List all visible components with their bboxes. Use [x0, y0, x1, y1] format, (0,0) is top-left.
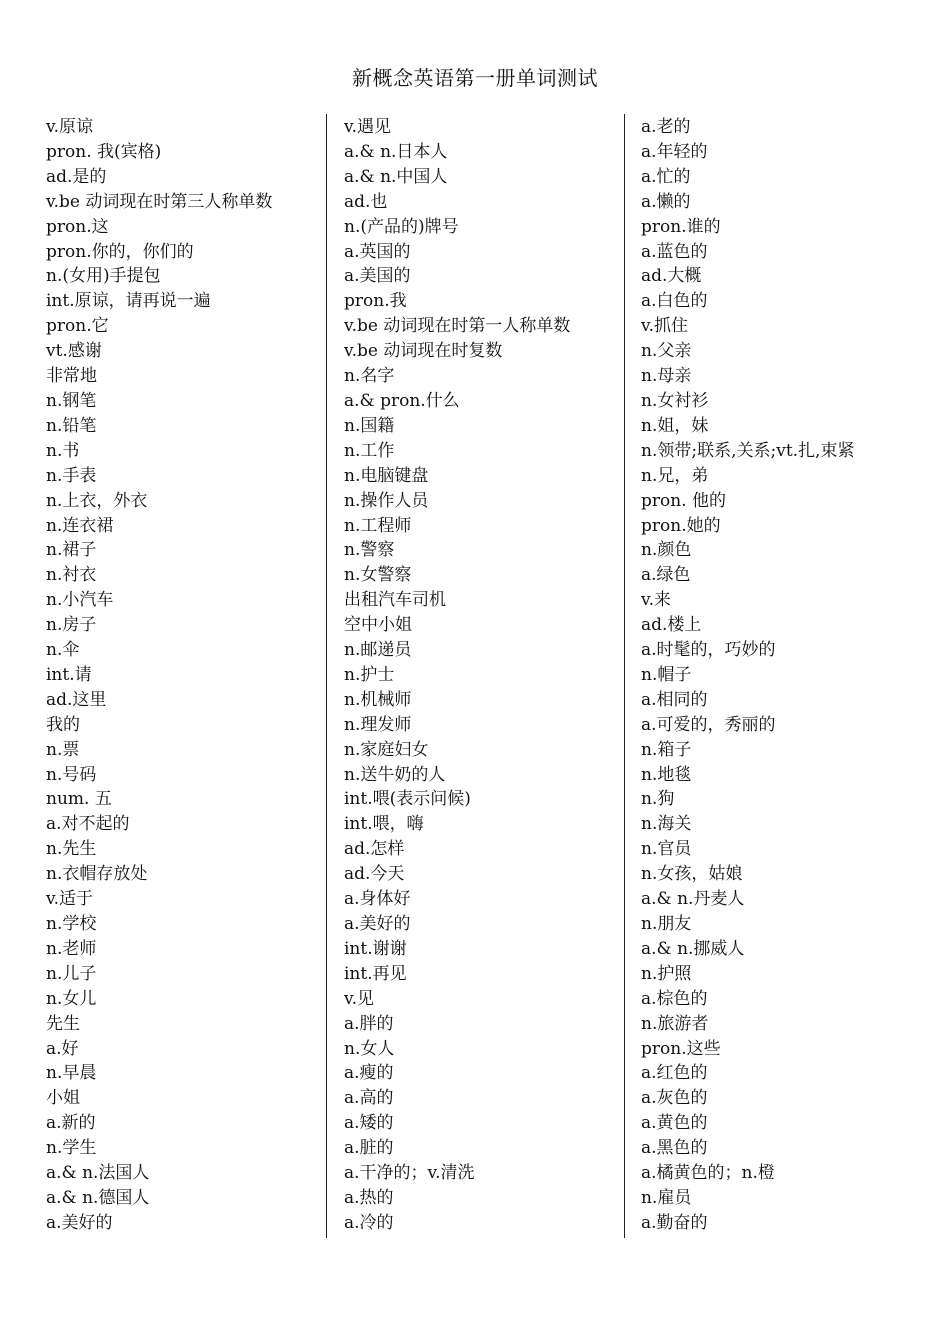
- vocab-entry: 我的: [46, 714, 80, 735]
- vocab-entry: pron.它: [46, 316, 109, 337]
- vocab-entry: a.时髦的，巧妙的: [641, 640, 776, 661]
- vocab-entry: n.兄，弟: [641, 465, 709, 486]
- vocab-entry: n.父亲: [641, 341, 692, 362]
- vocab-entry: n.家庭妇女: [344, 739, 429, 760]
- vocab-entry: 小姐: [46, 1088, 80, 1109]
- vocab-entry: n.工作: [344, 440, 395, 461]
- vocab-entry: a.好: [46, 1038, 79, 1059]
- vocab-entry: int.喂(表示问候): [344, 789, 471, 810]
- document-title: 新概念英语第一册单词测试: [352, 66, 598, 90]
- vocab-entry: v.见: [344, 988, 374, 1009]
- vocab-entry: a.美好的: [344, 914, 411, 934]
- vocab-entry: n.(女用)手提包: [46, 266, 161, 287]
- vocab-entry: a.相同的: [641, 689, 708, 710]
- vocab-entry: a.黑色的: [641, 1138, 708, 1159]
- vocab-entry: vt.感谢: [46, 341, 102, 362]
- vocab-entry: n.名字: [344, 366, 395, 387]
- vocab-entry: a.蓝色的: [641, 241, 708, 262]
- vocab-entry: pron.这些: [641, 1038, 721, 1059]
- vocab-entry: ad.这里: [46, 689, 107, 710]
- vocab-entry: ad.是的: [46, 166, 107, 187]
- vocab-entry: a.绿色: [641, 565, 691, 586]
- vocab-entry: ad.也: [344, 191, 388, 212]
- vocab-entry: a.棕色的: [641, 988, 708, 1009]
- vocab-entry: a.高的: [344, 1088, 394, 1109]
- vocab-entry: a.勤奋的: [641, 1212, 708, 1233]
- vocab-entry: a.黄色的: [641, 1113, 708, 1134]
- vocab-entry: n.钢笔: [46, 390, 97, 411]
- vocab-entry: n.箱子: [641, 739, 692, 760]
- vocab-entry: a.矮的: [344, 1113, 394, 1134]
- vocab-entry: n.朋友: [641, 914, 692, 934]
- vocab-entry: ad.大概: [641, 266, 702, 287]
- vocab-entry: n.颜色: [641, 540, 692, 561]
- vocab-entry: a.对不起的: [46, 814, 130, 835]
- vocab-entry: int.原谅，请再说一遍: [46, 291, 211, 312]
- vocab-entry: a.可爱的，秀丽的: [641, 714, 776, 735]
- vocab-entry: a.红色的: [641, 1063, 708, 1084]
- vocab-entry: a.& n.丹麦人: [641, 889, 745, 910]
- vocab-entry: n.理发师: [344, 714, 412, 735]
- vocab-entry: n.女孩，姑娘: [641, 864, 743, 885]
- vocab-column-2: [344, 115, 614, 1236]
- vocab-entry: n.伞: [46, 640, 80, 661]
- vocab-entry: n.姐，妹: [641, 415, 709, 436]
- vocab-entry: n.电脑键盘: [344, 465, 429, 486]
- vocab-entry: n.衬衣: [46, 565, 97, 586]
- vocab-entry: n.雇员: [641, 1187, 692, 1208]
- vocab-entry: a.忙的: [641, 166, 691, 187]
- vocab-entry: a.橘黄色的；n.橙: [641, 1163, 775, 1184]
- vocab-entry: n.帽子: [641, 664, 692, 685]
- vocab-entry: a.& n.日本人: [344, 141, 448, 162]
- vocab-entry: n.狗: [641, 789, 675, 810]
- vocab-entry: a.老的: [641, 117, 691, 137]
- vocab-entry: a.脏的: [344, 1138, 394, 1159]
- vocab-entry: n.连衣裙: [46, 515, 114, 536]
- vocab-entry: v.适于: [46, 889, 93, 910]
- vocab-entry: n.女警察: [344, 565, 412, 586]
- vocab-entry: 先生: [46, 1013, 80, 1034]
- vocab-entry: v.来: [641, 590, 671, 611]
- vocab-entry: n.手表: [46, 465, 97, 486]
- vocab-entry: pron.这: [46, 216, 109, 237]
- vocab-entry: int.谢谢: [344, 938, 407, 959]
- vocab-entry: a.& n.法国人: [46, 1163, 150, 1184]
- vocab-entry: a.美国的: [344, 266, 411, 287]
- vocab-entry: a.& n.德国人: [46, 1187, 150, 1208]
- vocab-entry: n.护照: [641, 963, 692, 984]
- vocab-entry: v.遇见: [344, 117, 391, 137]
- vocab-entry: a.懒的: [641, 191, 691, 212]
- vocab-entry: a.冷的: [344, 1212, 394, 1233]
- column-divider: [624, 114, 625, 1238]
- vocab-entry: int.请: [46, 664, 92, 685]
- vocab-entry: a.热的: [344, 1187, 394, 1208]
- vocab-entry: v.原谅: [46, 117, 93, 137]
- vocab-entry: n.海关: [641, 814, 692, 835]
- vocab-entry: n.早晨: [46, 1063, 97, 1084]
- vocab-entry: a.干净的；v.清洗: [344, 1163, 475, 1184]
- vocab-entry: pron.谁的: [641, 216, 721, 237]
- vocab-column-3: [641, 115, 941, 1236]
- vocab-entry: ad.怎样: [344, 839, 405, 860]
- vocab-entry: pron. 他的: [641, 490, 726, 511]
- vocab-entry: n.母亲: [641, 366, 692, 387]
- vocab-entry: a.瘦的: [344, 1063, 394, 1084]
- vocab-entry: n.机械师: [344, 689, 412, 710]
- vocab-entry: int.喂，嗨: [344, 814, 424, 835]
- vocab-entry: a.美好的: [46, 1212, 113, 1233]
- vocab-entry: n.衣帽存放处: [46, 864, 148, 885]
- vocab-entry: a.身体好: [344, 889, 411, 910]
- vocab-entry: n.上衣，外衣: [46, 490, 148, 511]
- vocab-entry: n.国籍: [344, 415, 395, 436]
- vocab-entry: v.抓住: [641, 316, 688, 337]
- vocab-entry: ad.楼上: [641, 615, 702, 636]
- vocab-entry: 空中小姐: [344, 615, 412, 636]
- vocab-entry: a.英国的: [344, 241, 411, 262]
- vocab-entry: n.工程师: [344, 515, 412, 536]
- vocab-entry: a.& n.挪威人: [641, 938, 745, 959]
- vocab-entry: n.裙子: [46, 540, 97, 561]
- vocab-entry: n.女儿: [46, 988, 97, 1009]
- vocab-entry: a.胖的: [344, 1013, 394, 1034]
- vocab-entry: n.操作人员: [344, 490, 429, 511]
- vocab-entry: pron.她的: [641, 515, 721, 536]
- vocab-entry: num. 五: [46, 789, 112, 810]
- vocab-entry: n.女衬衫: [641, 390, 709, 411]
- vocab-entry: pron. 我(宾格): [46, 141, 162, 162]
- vocab-entry: n.小汽车: [46, 590, 114, 611]
- vocab-entry: n.儿子: [46, 963, 97, 984]
- vocab-entry: n.学校: [46, 914, 97, 934]
- vocab-entry: a.新的: [46, 1113, 96, 1134]
- vocab-entry: n.地毯: [641, 764, 692, 785]
- vocab-entry: n.票: [46, 739, 80, 760]
- vocab-entry: n.送牛奶的人: [344, 764, 446, 785]
- vocab-entry: pron.我: [344, 291, 407, 312]
- vocab-entry: v.be 动词现在时复数: [344, 341, 503, 362]
- vocab-entry: n.房子: [46, 615, 97, 636]
- vocab-entry: n.号码: [46, 764, 97, 785]
- vocab-entry: a.白色的: [641, 291, 708, 312]
- vocab-entry: ad.今天: [344, 864, 405, 885]
- vocab-entry: a.& pron.什么: [344, 390, 460, 411]
- vocab-entry: a.年轻的: [641, 141, 708, 162]
- vocab-entry: 出租汽车司机: [344, 590, 446, 611]
- vocab-entry: pron.你的，你们的: [46, 241, 194, 262]
- vocab-entry: n.(产品的)牌号: [344, 216, 459, 237]
- vocab-entry: v.be 动词现在时第三人称单数: [46, 191, 273, 212]
- vocab-column-1: [46, 115, 316, 1236]
- vocab-entry: n.旅游者: [641, 1013, 709, 1034]
- vocab-entry: n.领带;联系,关系;vt.扎,束紧: [641, 440, 855, 461]
- vocab-entry: n.邮递员: [344, 640, 412, 661]
- vocab-entry: n.书: [46, 440, 80, 461]
- vocab-entry: v.be 动词现在时第一人称单数: [344, 316, 571, 337]
- vocab-entry: n.女人: [344, 1038, 395, 1059]
- vocab-entry: n.官员: [641, 839, 692, 860]
- vocab-entry: n.铅笔: [46, 415, 97, 436]
- vocab-entry: a.& n.中国人: [344, 166, 448, 187]
- vocab-entry: n.学生: [46, 1138, 97, 1159]
- vocab-entry: n.护士: [344, 664, 395, 685]
- vocab-entry: n.老师: [46, 938, 97, 959]
- vocab-entry: int.再见: [344, 963, 407, 984]
- vocab-entry: a.灰色的: [641, 1088, 708, 1109]
- vocab-entry: n.警察: [344, 540, 395, 561]
- column-divider: [326, 114, 327, 1238]
- vocab-entry: 非常地: [46, 366, 97, 387]
- vocab-entry: n.先生: [46, 839, 97, 860]
